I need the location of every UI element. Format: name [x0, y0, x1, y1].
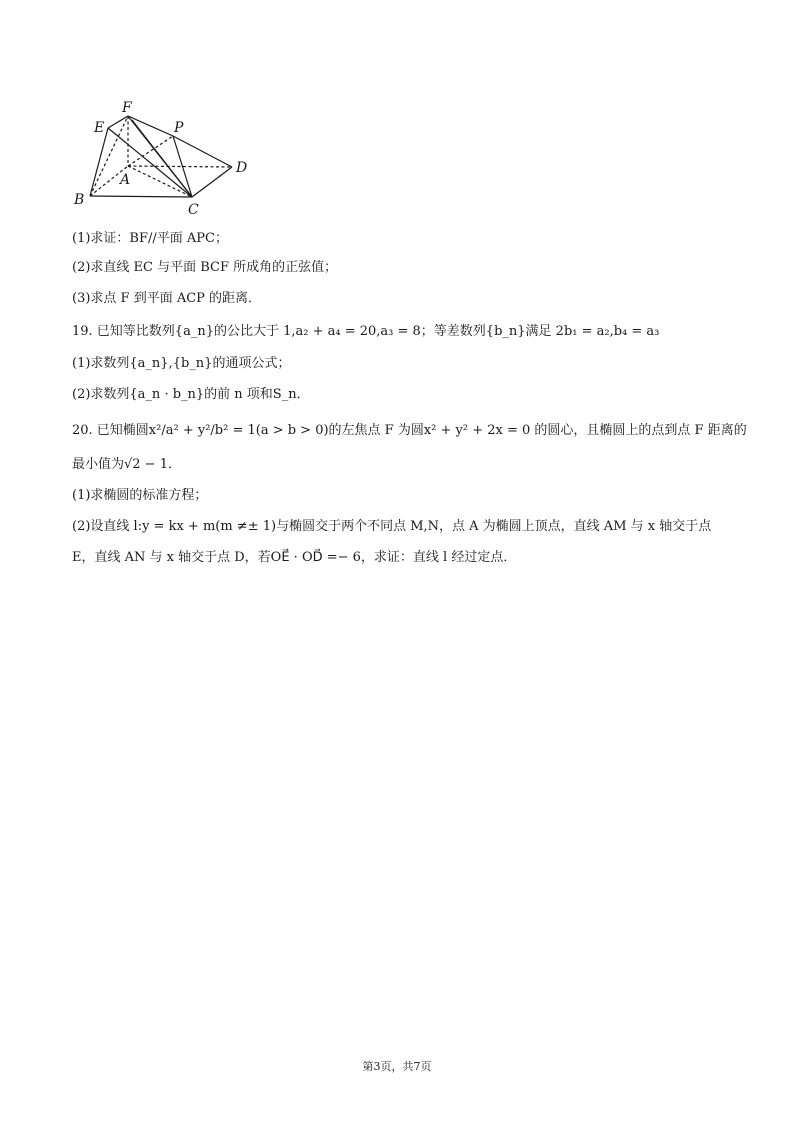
edge-FP	[128, 116, 173, 136]
label-C: C	[188, 202, 199, 218]
edge-BE	[90, 128, 108, 196]
label-A: A	[120, 172, 131, 188]
q19-part2: (2)求数列{a_n · b_n}的前 n 项和S_n．	[72, 387, 310, 402]
label-F: F	[122, 100, 132, 116]
q20-stem-cont: 最小值为√2 − 1．	[72, 457, 181, 472]
q19-stem: 19. 已知等比数列{a_n}的公比大于 1,a₂ + a₄ = 20,a₃ = 8；等差数列{b_n}满足 2b₁ = a₂,b₄ = a₃	[72, 324, 660, 339]
page-footer: 第3页，共7页	[362, 1060, 432, 1073]
edge-EF	[108, 116, 128, 128]
q20-stem: 20. 已知椭圆x²/a² + y²/b² = 1(a > b > 0)的左焦点 F 为圆x² + y² + 2x = 0 的圆心，且椭圆上的点到点 F 距离的	[72, 423, 747, 438]
label-B: B	[74, 192, 85, 208]
q20-part1: (1)求椭圆的标准方程；	[72, 488, 208, 503]
edge-PD	[173, 136, 232, 167]
q20-part2-cont: E，直线 AN 与 x 轴交于点 D，若OE⃗ · OD⃗ =− 6，求证：直线 l 经过定点．	[72, 550, 517, 565]
q19-part1: (1)求数列{a_n},{b_n}的通项公式；	[72, 356, 291, 371]
geometry-figure	[70, 100, 260, 220]
edge-AD	[128, 166, 232, 167]
label-P: P	[174, 120, 184, 136]
q18-part1: (1)求证：BF//平面 APC；	[72, 231, 228, 246]
edge-AP	[128, 136, 173, 166]
edge-DC	[192, 167, 232, 197]
label-D: D	[236, 160, 248, 176]
edge-CB	[90, 196, 192, 197]
q18-part2: (2)求直线 EC 与平面 BCF 所成角的正弦值；	[72, 260, 338, 275]
q18-part3: (3)求点 F 到平面 ACP 的距离．	[72, 291, 262, 306]
q20-part2: (2)设直线 l:y = kx + m(m ≠± 1)与椭圆交于两个不同点 M,N，点 A 为椭圆上顶点，直线 AM 与 x 轴交于点	[72, 519, 712, 534]
label-E: E	[94, 120, 105, 136]
